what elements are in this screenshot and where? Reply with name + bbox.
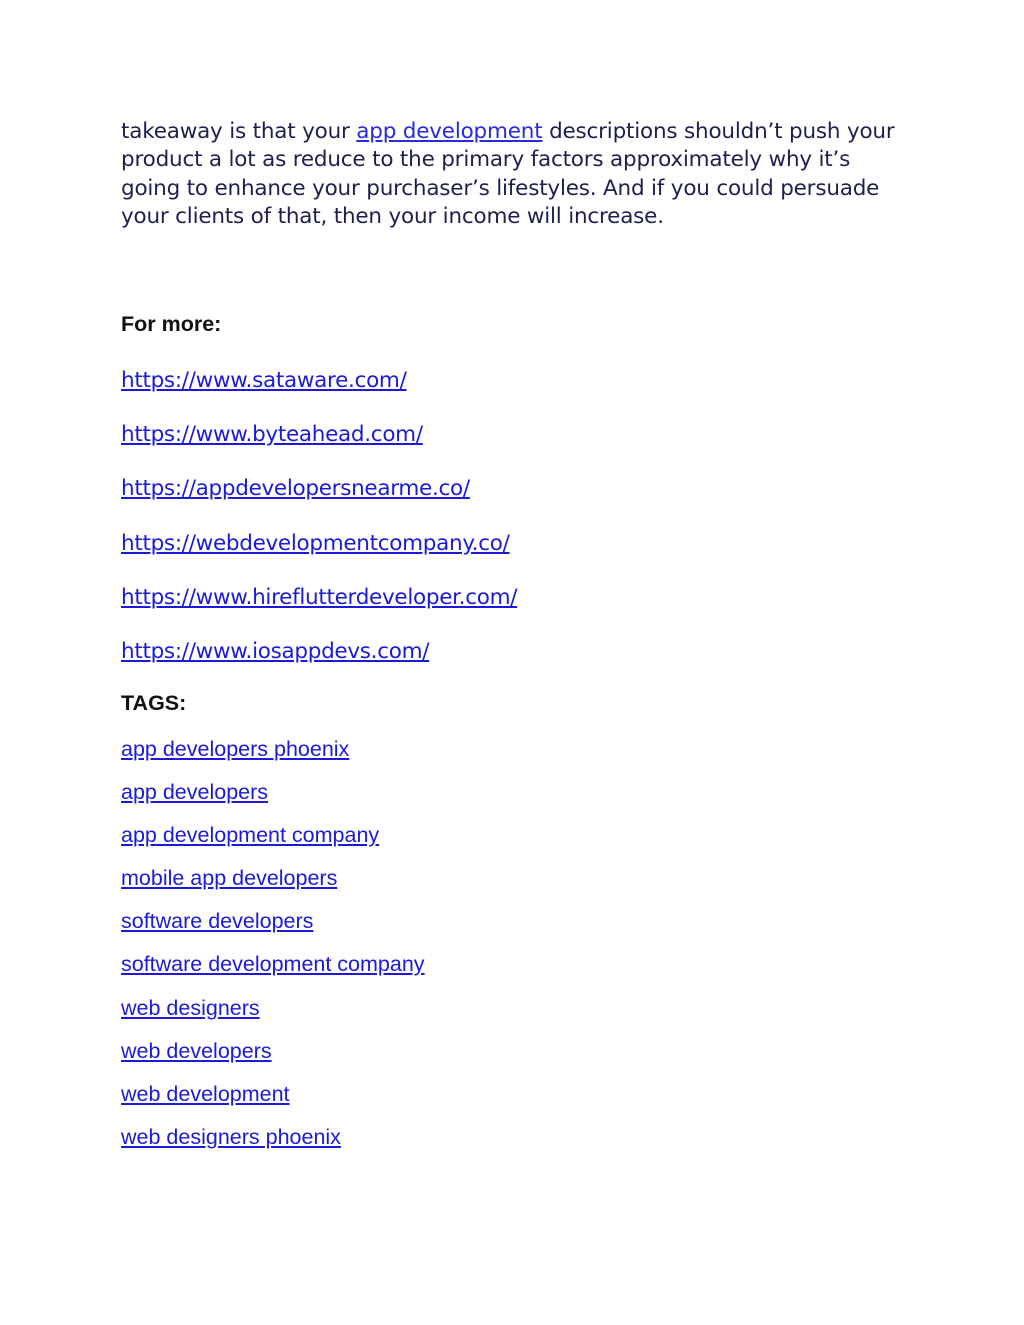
list-item [121,583,517,637]
list-item [121,529,517,583]
list-item [121,1079,425,1122]
tag-link[interactable]: web developers [121,1038,272,1063]
list-item [121,863,425,906]
appdevelopersnearme-link[interactable]: https://appdevelopersnearme.co/ [121,476,470,502]
list-item [121,777,425,820]
list-item [121,993,425,1036]
list-item [121,366,517,420]
tag-link[interactable]: mobile app developers [121,866,338,891]
intro-text-start: takeaway is that your [121,119,357,144]
list-item [121,1036,425,1079]
tag-link[interactable]: app developers phoenix [121,737,350,761]
tags-heading: TAGS: [121,691,187,715]
tag-link[interactable]: web designers phoenix [121,1124,341,1149]
list-item [121,1122,425,1165]
webdevelopmentcompany-link[interactable]: https://webdevelopmentcompany.co/ [121,530,510,556]
list-item [121,734,425,777]
for-more-link-list [121,366,517,691]
intro-paragraph [121,118,911,231]
byteahead-link[interactable]: https://www.byteahead.com/ [121,422,423,448]
tags-list [121,734,425,1165]
hireflutterdeveloper-link[interactable]: https://www.hireflutterdeveloper.com/ [121,584,518,610]
tag-link[interactable]: web designers [121,995,260,1020]
tag-link[interactable]: app developers [121,780,269,805]
tag-link[interactable]: web development [121,1081,290,1106]
tag-link[interactable]: app development company [121,823,380,848]
list-item [121,637,517,691]
intro-text-end: descriptions shouldn’t push your product a lot as reduce to the primary factors approximately why it’s going to enhance your purchaser’s lifestyles. And if you could persuade your clients of that, then your income will increase. [121,119,895,229]
sataware-link[interactable]: https://www.sataware.com/ [121,368,407,393]
list-item [121,820,425,863]
app-development-link[interactable]: app development [356,119,543,144]
tag-link[interactable]: software development company [121,952,425,977]
for-more-heading: For more: [121,312,222,336]
tag-link[interactable]: software developers [121,909,314,934]
list-item [121,420,517,474]
iosappdevs-link[interactable]: https://www.iosappdevs.com/ [121,638,430,664]
list-item [121,906,425,949]
list-item [121,474,517,528]
list-item [121,949,425,992]
